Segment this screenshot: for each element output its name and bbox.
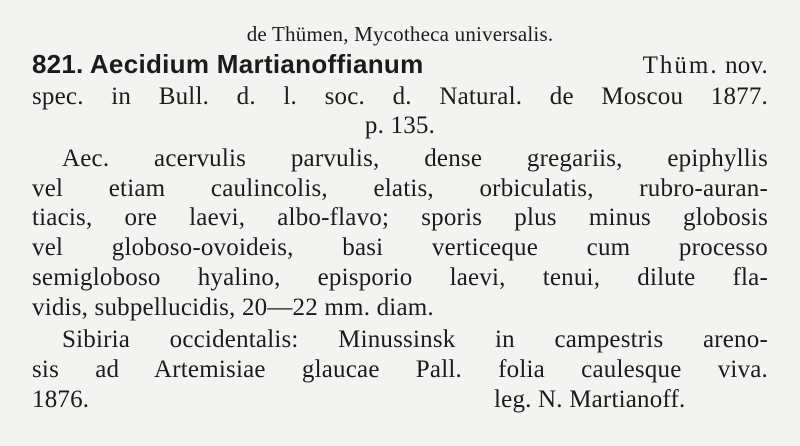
species-name: Aecidium Martianoffianum	[89, 49, 424, 79]
collection-year: 1876.	[32, 386, 90, 413]
author-group	[643, 52, 768, 80]
species-author: Thüm.	[642, 52, 719, 79]
collector: leg. N. Martianoff.	[494, 386, 686, 413]
exsiccata-number: 821.	[32, 49, 84, 79]
collection-header: de Thümen, Mycotheca universalis.	[246, 22, 554, 46]
description-line: vel globoso-ovoideis, basi verticeque cum processo	[32, 234, 768, 261]
description-line: tiacis, ore laevi, albo-flavo; sporis plus minus globosis	[32, 204, 768, 231]
novelty-status: nov.	[725, 52, 768, 79]
description-line: vidis, subpellucidis, 20—22 mm. diam.	[32, 294, 434, 321]
title-group	[32, 50, 424, 80]
citation-line: spec. in Bull. d. l. soc. d. Natural. de Moscou 1877.	[32, 83, 768, 110]
title-line	[32, 50, 768, 80]
description-line: Aec. acervulis parvulis, dense gregariis, epiphyllis	[62, 145, 768, 172]
citation-page: p. 135.	[364, 112, 436, 139]
description-line: vel etiam caulincolis, elatis, orbiculatis, rubro-auran-	[32, 175, 768, 202]
description-line: semigloboso hyalino, episporio laevi, tenui, dilute fla-	[32, 264, 768, 291]
locality-line: Sibiria occidentalis: Minussinsk in campestris areno-	[62, 326, 768, 353]
locality-line: sis ad Artemisiae glaucae Pall. folia caulesque viva.	[32, 356, 768, 383]
